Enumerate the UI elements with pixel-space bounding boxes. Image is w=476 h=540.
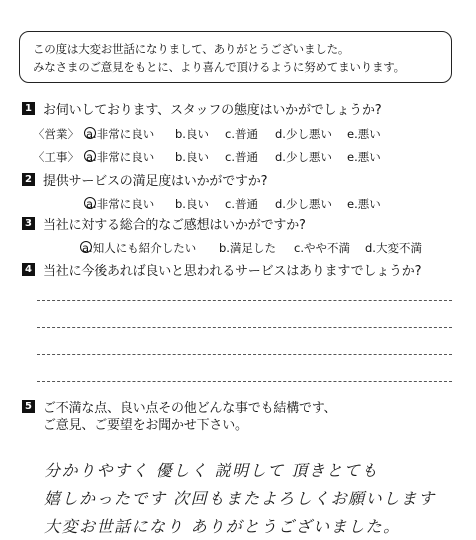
intro-line-2: みなさまのご意見をもとに、より喜んで頂けるように努めてまいります。 — [33, 60, 405, 74]
answer-row-satisfaction — [86, 196, 456, 212]
question-number-badge: 1 — [22, 102, 35, 115]
question-text: ご不満な点、良い点その他どんな事でも結構です、 — [43, 400, 337, 416]
option-b[interactable]: b.良い — [175, 150, 209, 164]
answer-line[interactable] — [37, 300, 452, 301]
question-text: 当社に対する総合的なご感想はいかがですか? — [43, 217, 306, 233]
option-b[interactable]: b.満足した — [219, 241, 276, 255]
question-number-badge: 4 — [22, 263, 35, 276]
question-1 — [22, 99, 381, 117]
intro-box — [19, 31, 452, 83]
option-b[interactable]: b.良い — [175, 127, 209, 141]
handwritten-line-1: 分かりやすく 優しく 説明して 頂きとても — [44, 461, 379, 480]
question-number-badge: 5 — [22, 400, 35, 413]
option-a-selected[interactable]: a.非常に良い — [86, 127, 155, 141]
option-a-selected[interactable]: a.非常に良い — [86, 197, 155, 211]
option-a-selected[interactable]: a.知人にも紹介したい — [82, 241, 197, 255]
answer-line[interactable] — [37, 354, 452, 355]
question-text: お伺いしております、スタッフの態度はいかがでしょうか? — [43, 102, 382, 118]
question-text: 提供サービスの満足度はいかがですか? — [43, 173, 268, 189]
answer-line[interactable] — [37, 327, 452, 328]
selection-circle-icon — [84, 150, 96, 162]
option-c[interactable]: c.普通 — [225, 127, 258, 141]
handwritten-line-3: 大変お世話になり ありがとうございました。 — [44, 517, 401, 536]
question-5-line-2 — [43, 414, 248, 432]
selection-circle-icon — [84, 197, 96, 209]
question-text: 当社に今後あれば良いと思われるサービスはありますでしょうか? — [43, 263, 422, 279]
option-a-selected[interactable]: a.非常に良い — [86, 150, 155, 164]
answer-row-overall — [82, 240, 452, 256]
option-d[interactable]: d.大変不満 — [365, 241, 422, 255]
answer-row-sales — [33, 126, 453, 142]
option-e[interactable]: e.悪い — [347, 150, 381, 164]
option-b[interactable]: b.良い — [175, 197, 209, 211]
question-5 — [22, 397, 336, 415]
option-d[interactable]: d.少し悪い — [275, 127, 332, 141]
selection-circle-icon — [80, 241, 92, 253]
option-d[interactable]: d.少し悪い — [275, 197, 332, 211]
question-2 — [22, 170, 267, 188]
option-c[interactable]: c.普通 — [225, 150, 258, 164]
answer-line[interactable] — [37, 381, 452, 382]
option-d[interactable]: d.少し悪い — [275, 150, 332, 164]
question-number-badge: 3 — [22, 217, 35, 230]
option-c[interactable]: c.やや不満 — [294, 241, 350, 255]
question-text: ご意見、ご要望をお聞かせ下さい。 — [43, 417, 248, 433]
answer-row-construction — [33, 149, 453, 165]
question-number-badge: 2 — [22, 173, 35, 186]
row-label: 〈営業〉 — [33, 127, 79, 141]
option-c[interactable]: c.普通 — [225, 197, 258, 211]
option-e[interactable]: e.悪い — [347, 127, 381, 141]
handwritten-line-2: 嬉しかったです 次回もまたよろしくお願いします — [44, 489, 436, 508]
row-label: 〈工事〉 — [33, 150, 79, 164]
intro-line-1: この度は大変お世話になりまして、ありがとうございました。 — [33, 42, 350, 56]
question-3 — [22, 214, 306, 232]
question-4 — [22, 260, 421, 278]
option-e[interactable]: e.悪い — [347, 197, 381, 211]
selection-circle-icon — [84, 127, 96, 139]
